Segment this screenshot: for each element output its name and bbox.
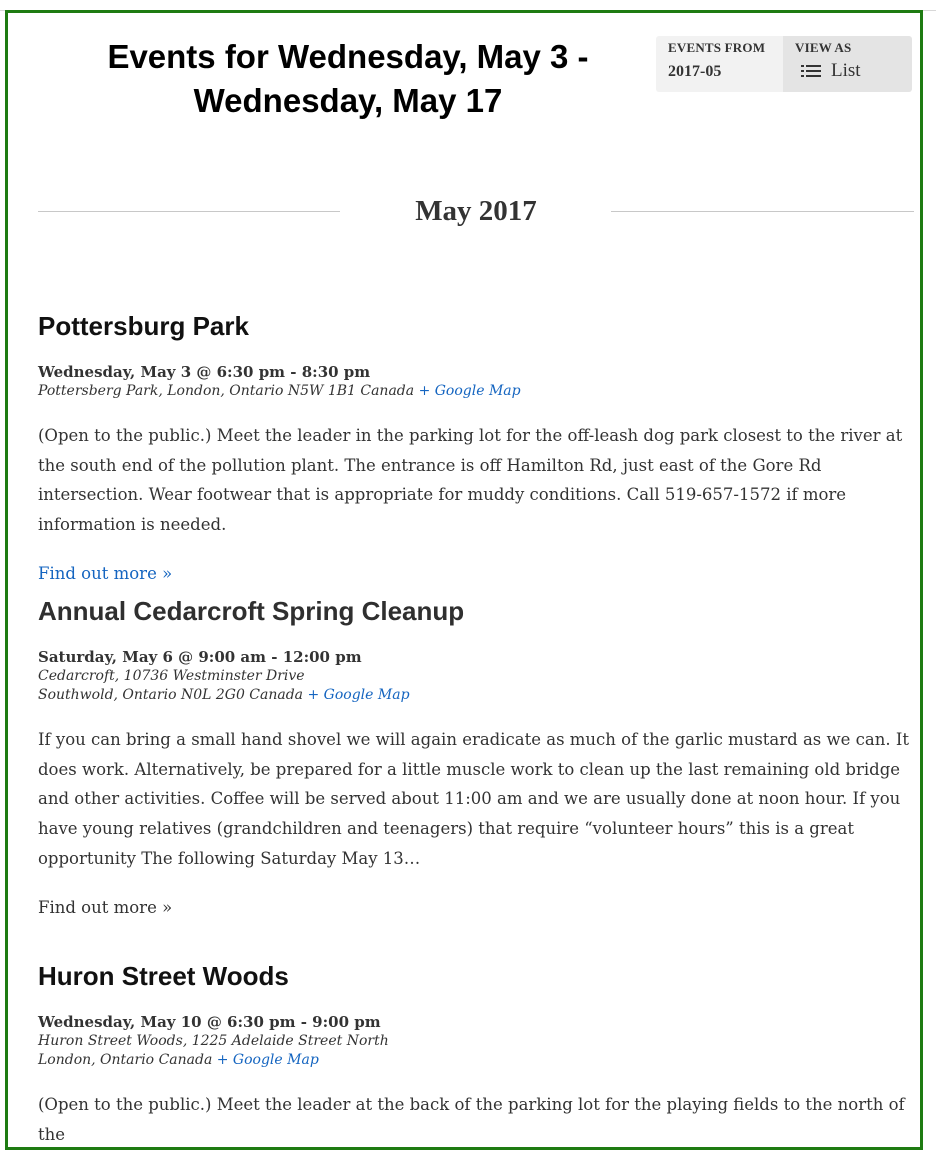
google-map-link[interactable]: + Google Map: [307, 687, 410, 703]
event-venue: [38, 667, 918, 705]
month-separator: [38, 191, 914, 231]
view-as-value: List: [831, 60, 861, 81]
list-icon: [801, 63, 821, 79]
month-heading: May 2017: [415, 195, 537, 227]
event-venue: [38, 382, 918, 401]
find-out-more-link[interactable]: Find out more »: [38, 897, 173, 917]
event-item: [38, 310, 918, 585]
event-description: (Open to the public.) Meet the leader at the back of the parking lot for the playing fields to the north of the: [38, 1095, 905, 1144]
events-from-picker[interactable]: [656, 36, 783, 92]
event-item: [38, 960, 918, 1149]
event-venue: [38, 1032, 918, 1070]
event-description: (Open to the public.) Meet the leader in the parking lot for the off-leash dog park closest to the river at the south end of the pollution plant. The entrance is off Hamilton Rd, just east of the Gore Rd intersection. Wear footwear that is appropriate for muddy conditions. Call 519-657-1572 if more information is needed.: [38, 426, 903, 535]
event-title[interactable]: Huron Street Woods: [38, 961, 289, 991]
event-venue-line: Huron Street Woods, 1225 Adelaide Street North: [38, 1033, 389, 1049]
event-venue-line: Southwold, Ontario N0L 2G0 Canada: [38, 687, 304, 703]
view-as-selector[interactable]: [783, 36, 912, 92]
events-bar: [656, 36, 912, 92]
events-from-label: EVENTS FROM: [668, 40, 766, 55]
google-map-link[interactable]: + Google Map: [418, 383, 521, 399]
events-from-value[interactable]: 2017-05: [668, 63, 722, 80]
view-as-label: VIEW AS: [795, 40, 852, 55]
event-venue-line: London, Ontario Canada: [38, 1052, 213, 1068]
event-datetime: Wednesday, May 3 @ 6:30 pm - 8:30 pm: [38, 363, 371, 381]
find-out-more-link[interactable]: Find out more »: [38, 563, 173, 583]
event-item: [38, 595, 918, 919]
event-title[interactable]: Pottersburg Park: [38, 311, 249, 341]
event-title[interactable]: Annual Cedarcroft Spring Cleanup: [38, 596, 465, 626]
view-as-current[interactable]: [795, 61, 900, 81]
page-title: Events for Wednesday, May 3 - Wednesday, May 17: [107, 38, 589, 119]
event-venue-line: Pottersberg Park, London, Ontario N5W 1B1 Canada: [38, 383, 415, 399]
event-description: If you can bring a small hand shovel we will again eradicate as much of the garlic mustard as we can. It does work. Alternatively, be prepared for a little muscle work to clean up the last remaining old bridge and other activities. Coffee will be served about 11:00 am and we are usually done at noon hour. If you have young relatives (grandchildren and teenagers) that require “volunteer hours” this is a great opportunity The following Saturday May 13…: [38, 730, 909, 868]
event-datetime: Saturday, May 6 @ 9:00 am - 12:00 pm: [38, 648, 362, 666]
events-panel: [5, 10, 923, 1150]
google-map-link[interactable]: + Google Map: [216, 1052, 319, 1068]
event-venue-line: Cedarcroft, 10736 Westminster Drive: [38, 668, 305, 684]
event-datetime: Wednesday, May 10 @ 6:30 pm - 9:00 pm: [38, 1013, 381, 1031]
